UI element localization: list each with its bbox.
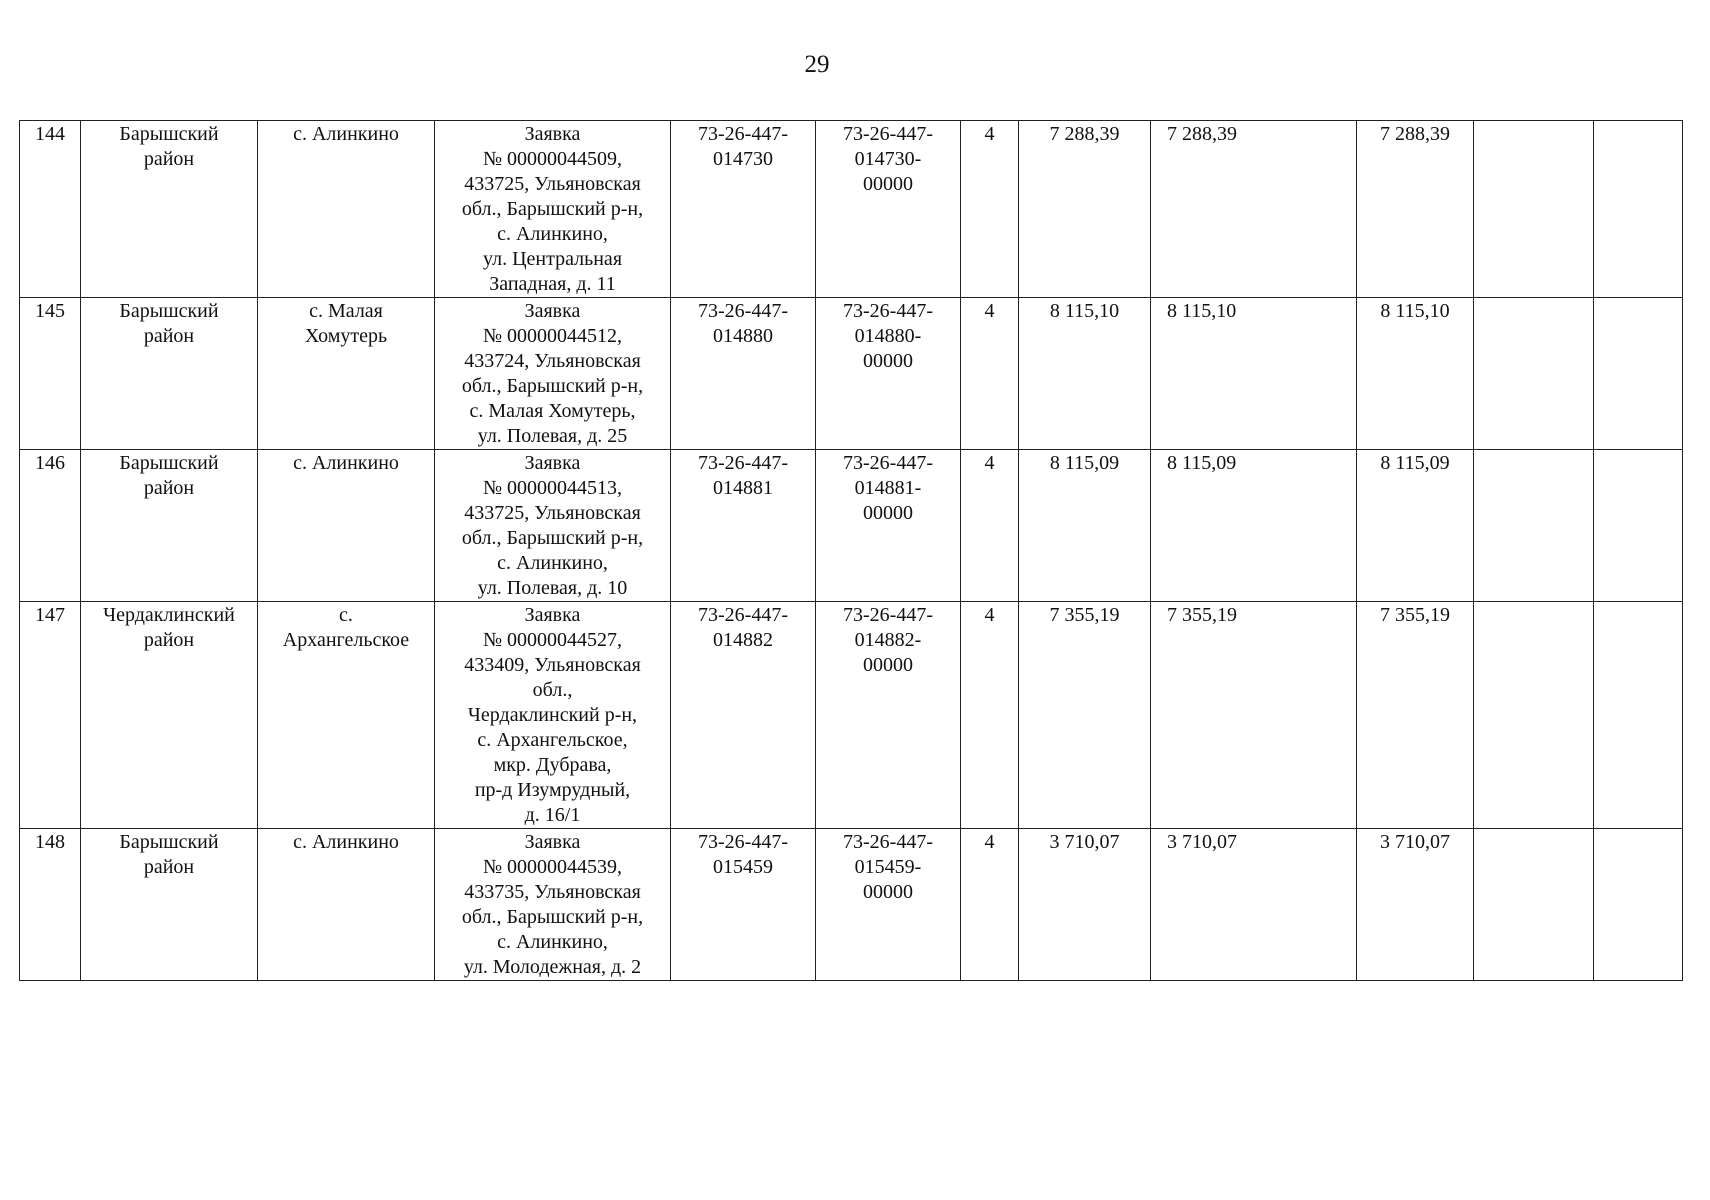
object-code-cell: 73-26-447- 014882- 00000 — [816, 602, 961, 829]
extra-cell-2 — [1594, 829, 1683, 981]
row-number: 144 — [20, 121, 81, 298]
amount-cell-2: 8 115,10 — [1151, 298, 1357, 450]
object-code-cell: 73-26-447- 014881- 00000 — [816, 450, 961, 602]
amount-cell-4: 3 710,07 — [1357, 829, 1474, 981]
amount-cell-4: 8 115,10 — [1357, 298, 1474, 450]
table-row — [20, 450, 1683, 602]
amount-cell-1: 7 288,39 — [1019, 121, 1151, 298]
district-cell: Чердаклинский район — [81, 602, 258, 829]
cadastral-code-cell: 73-26-447- 014730 — [671, 121, 816, 298]
cadastral-code-cell: 73-26-447- 015459 — [671, 829, 816, 981]
district-cell: Барышский район — [81, 298, 258, 450]
amount-cell-4: 7 355,19 — [1357, 602, 1474, 829]
row-number: 146 — [20, 450, 81, 602]
extra-cell-1 — [1474, 298, 1594, 450]
amount-cell-1: 3 710,07 — [1019, 829, 1151, 981]
amount-cell-4: 7 288,39 — [1357, 121, 1474, 298]
amount-cell-1: 8 115,10 — [1019, 298, 1151, 450]
quantity-cell: 4 — [961, 829, 1019, 981]
cadastral-code-cell: 73-26-447- 014881 — [671, 450, 816, 602]
settlement-cell: с. Алинкино — [258, 829, 435, 981]
row-number: 145 — [20, 298, 81, 450]
quantity-cell: 4 — [961, 602, 1019, 829]
request-cell: Заявка № 00000044509, 433725, Ульяновская обл., Барышский р-н, с. Алинкино, ул. Центральная Западная, д. 11 — [435, 121, 671, 298]
request-cell: Заявка № 00000044527, 433409, Ульяновская обл., Чердаклинский р-н, с. Архангельское, мкр. Дубрава, пр-д Изумрудный, д. 16/1 — [435, 602, 671, 829]
amount-cell-2: 3 710,07 — [1151, 829, 1357, 981]
quantity-cell: 4 — [961, 298, 1019, 450]
extra-cell-2 — [1594, 298, 1683, 450]
amount-cell-4: 8 115,09 — [1357, 450, 1474, 602]
settlement-cell: с. Алинкино — [258, 121, 435, 298]
request-cell: Заявка № 00000044512, 433724, Ульяновская обл., Барышский р-н, с. Малая Хомутерь, ул. Полевая, д. 25 — [435, 298, 671, 450]
district-cell: Барышский район — [81, 121, 258, 298]
amount-cell-2: 8 115,09 — [1151, 450, 1357, 602]
page-number: 29 — [804, 51, 830, 78]
document-table — [19, 120, 1683, 981]
cadastral-code-cell: 73-26-447- 014882 — [671, 602, 816, 829]
cadastral-code-cell: 73-26-447- 014880 — [671, 298, 816, 450]
extra-cell-2 — [1594, 450, 1683, 602]
quantity-cell: 4 — [961, 121, 1019, 298]
table-row — [20, 121, 1683, 298]
request-cell: Заявка № 00000044539, 433735, Ульяновская обл., Барышский р-н, с. Алинкино, ул. Молодежная, д. 2 — [435, 829, 671, 981]
object-code-cell: 73-26-447- 014730- 00000 — [816, 121, 961, 298]
amount-cell-1: 7 355,19 — [1019, 602, 1151, 829]
extra-cell-1 — [1474, 121, 1594, 298]
amount-cell-2: 7 288,39 — [1151, 121, 1357, 298]
extra-cell-1 — [1474, 829, 1594, 981]
request-cell: Заявка № 00000044513, 433725, Ульяновская обл., Барышский р-н, с. Алинкино, ул. Полевая, д. 10 — [435, 450, 671, 602]
row-number: 148 — [20, 829, 81, 981]
object-code-cell: 73-26-447- 015459- 00000 — [816, 829, 961, 981]
extra-cell-2 — [1594, 121, 1683, 298]
settlement-cell: с. Архангельское — [258, 602, 435, 829]
table-row — [20, 298, 1683, 450]
settlement-cell: с. Алинкино — [258, 450, 435, 602]
object-code-cell: 73-26-447- 014880- 00000 — [816, 298, 961, 450]
amount-cell-1: 8 115,09 — [1019, 450, 1151, 602]
table-body — [20, 121, 1683, 981]
settlement-cell: с. Малая Хомутерь — [258, 298, 435, 450]
row-number: 147 — [20, 602, 81, 829]
extra-cell-1 — [1474, 602, 1594, 829]
table-row — [20, 829, 1683, 981]
district-cell: Барышский район — [81, 829, 258, 981]
quantity-cell: 4 — [961, 450, 1019, 602]
extra-cell-2 — [1594, 602, 1683, 829]
table-row — [20, 602, 1683, 829]
amount-cell-2: 7 355,19 — [1151, 602, 1357, 829]
extra-cell-1 — [1474, 450, 1594, 602]
district-cell: Барышский район — [81, 450, 258, 602]
